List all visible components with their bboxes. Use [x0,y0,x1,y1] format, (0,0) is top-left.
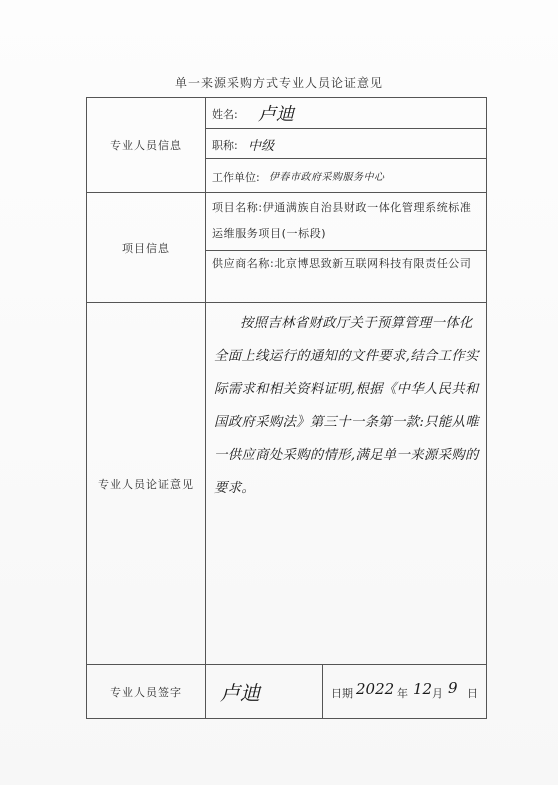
date-year-unit: 年 [397,687,408,700]
date-cell [323,665,486,718]
page-title: 单一来源采购方式专业人员论证意见 [174,76,383,90]
project-row [87,192,486,302]
workplace-label: 工作单位: [212,171,260,184]
info-section-label: 专业人员信息 [87,98,206,192]
signature-cell [206,665,323,718]
info-row [87,98,486,192]
date-day: 9 [448,679,458,697]
workplace-handwritten: 伊春市政府采购服务中心 [269,172,385,183]
date-label: 日期 [331,687,353,700]
name-handwritten: 卢迪 [258,104,294,125]
title-label: 职称: [212,139,238,152]
opinion-handwritten-text: 按照吉林省财政厅关于预算管理一体化全面上线运行的通知的文件要求,结合工作实际需求和相关资料证明,根据《中华人民共和国政府采购法》第三十一条第一款:只能从唯一供应商处采购的情形,满足单一来源采购的要求。 [214,316,479,496]
opinion-row [87,302,486,664]
title-cell [206,128,486,158]
supplier-cell [206,250,486,303]
date-month: 12 [413,680,433,698]
date-month-unit: 月 [432,687,443,700]
signature-section-label: 专业人员签字 [87,665,206,718]
signature-row [87,664,486,718]
workplace-cell [206,158,486,192]
opinion-cell [206,303,486,665]
project-section-label: 项目信息 [87,193,206,302]
date-year: 2022 [356,680,395,698]
name-label: 姓名: [212,108,238,121]
project-name-text: 项目名称:伊通满族自治县财政一体化管理系统标准运维服务项目(一标段) [212,201,472,240]
form-table [86,97,487,719]
project-name-cell [206,193,486,250]
signature-handwritten: 卢迪 [220,681,260,705]
supplier-name-text: 供应商名称:北京博思致新互联网科技有限责任公司 [212,257,472,270]
title-handwritten: 中级 [248,139,275,154]
opinion-section-label: 专业人员论证意见 [87,303,206,664]
date-day-unit: 日 [467,687,478,700]
name-cell [206,98,486,128]
